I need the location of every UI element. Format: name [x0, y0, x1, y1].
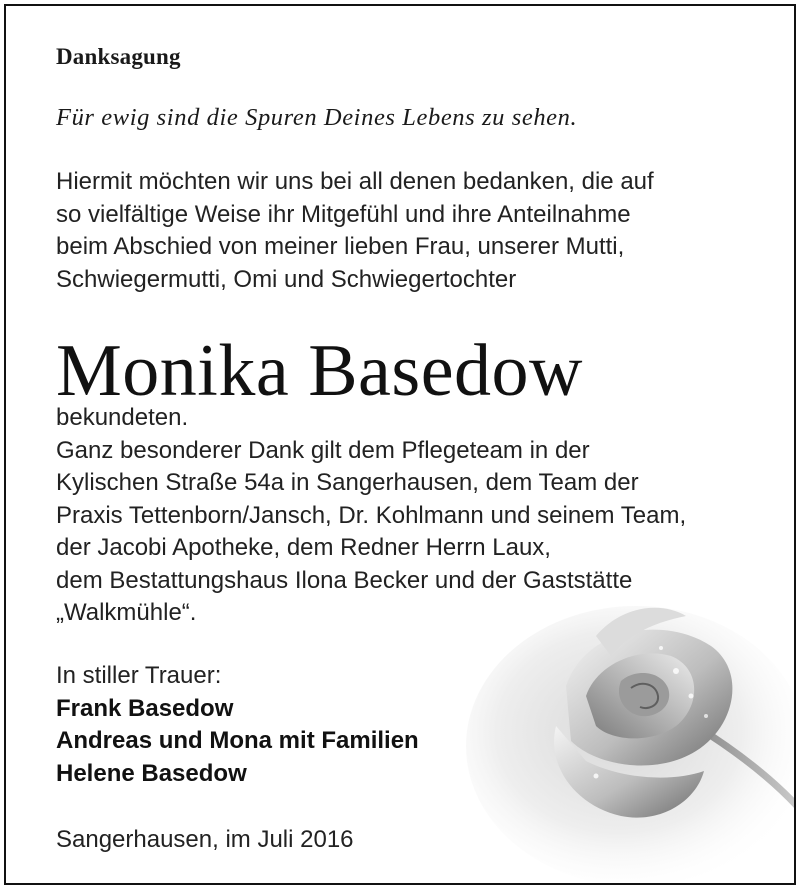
mourner-name: Frank Basedow — [56, 694, 234, 722]
motto-line: Für ewig sind die Spuren Deines Lebens zu sehen. — [56, 104, 578, 131]
intro-paragraph — [56, 166, 776, 296]
mourner-name: Andreas und Mona mit Familien — [56, 727, 419, 754]
intro-line: Hiermit möchten wir uns bei all denen bedanken, die auf — [56, 168, 654, 195]
place-date-text: Sangerhausen, im Juli 2016 — [56, 826, 354, 853]
thanks-line: Ganz besonderer Dank gilt dem Pflegeteam in der — [56, 436, 590, 464]
thanks-line: „Walkmühle“. — [56, 599, 197, 626]
mourners-block — [56, 660, 776, 790]
thanks-line: dem Bestattungshaus Ilona Becker und der Gaststätte — [56, 566, 633, 594]
thanks-paragraph — [56, 402, 776, 630]
thanks-line: Kylischen Straße 54a in Sangerhausen, dem Team der — [56, 469, 639, 496]
intro-line: Schwiegermutti, Omi und Schwiegertochter — [56, 265, 517, 293]
mourner-name: Helene Basedow — [56, 759, 247, 787]
notice-heading: Danksagung — [56, 44, 181, 69]
thanks-line: bekundeten. — [56, 404, 189, 431]
intro-line: so vielfältige Weise ihr Mitgefühl und ihre Anteilnahme — [56, 200, 631, 228]
deceased-name: Monika Basedow — [56, 330, 583, 412]
obituary-notice — [4, 4, 796, 885]
thanks-line: Praxis Tettenborn/Jansch, Dr. Kohlmann und seinem Team, — [56, 501, 687, 529]
intro-line: beim Abschied von meiner lieben Frau, unserer Mutti, — [56, 233, 625, 260]
place-date — [56, 824, 776, 857]
thanks-line: der Jacobi Apotheke, dem Redner Herrn Laux, — [56, 534, 551, 561]
mourning-label: In stiller Trauer: — [56, 662, 222, 689]
